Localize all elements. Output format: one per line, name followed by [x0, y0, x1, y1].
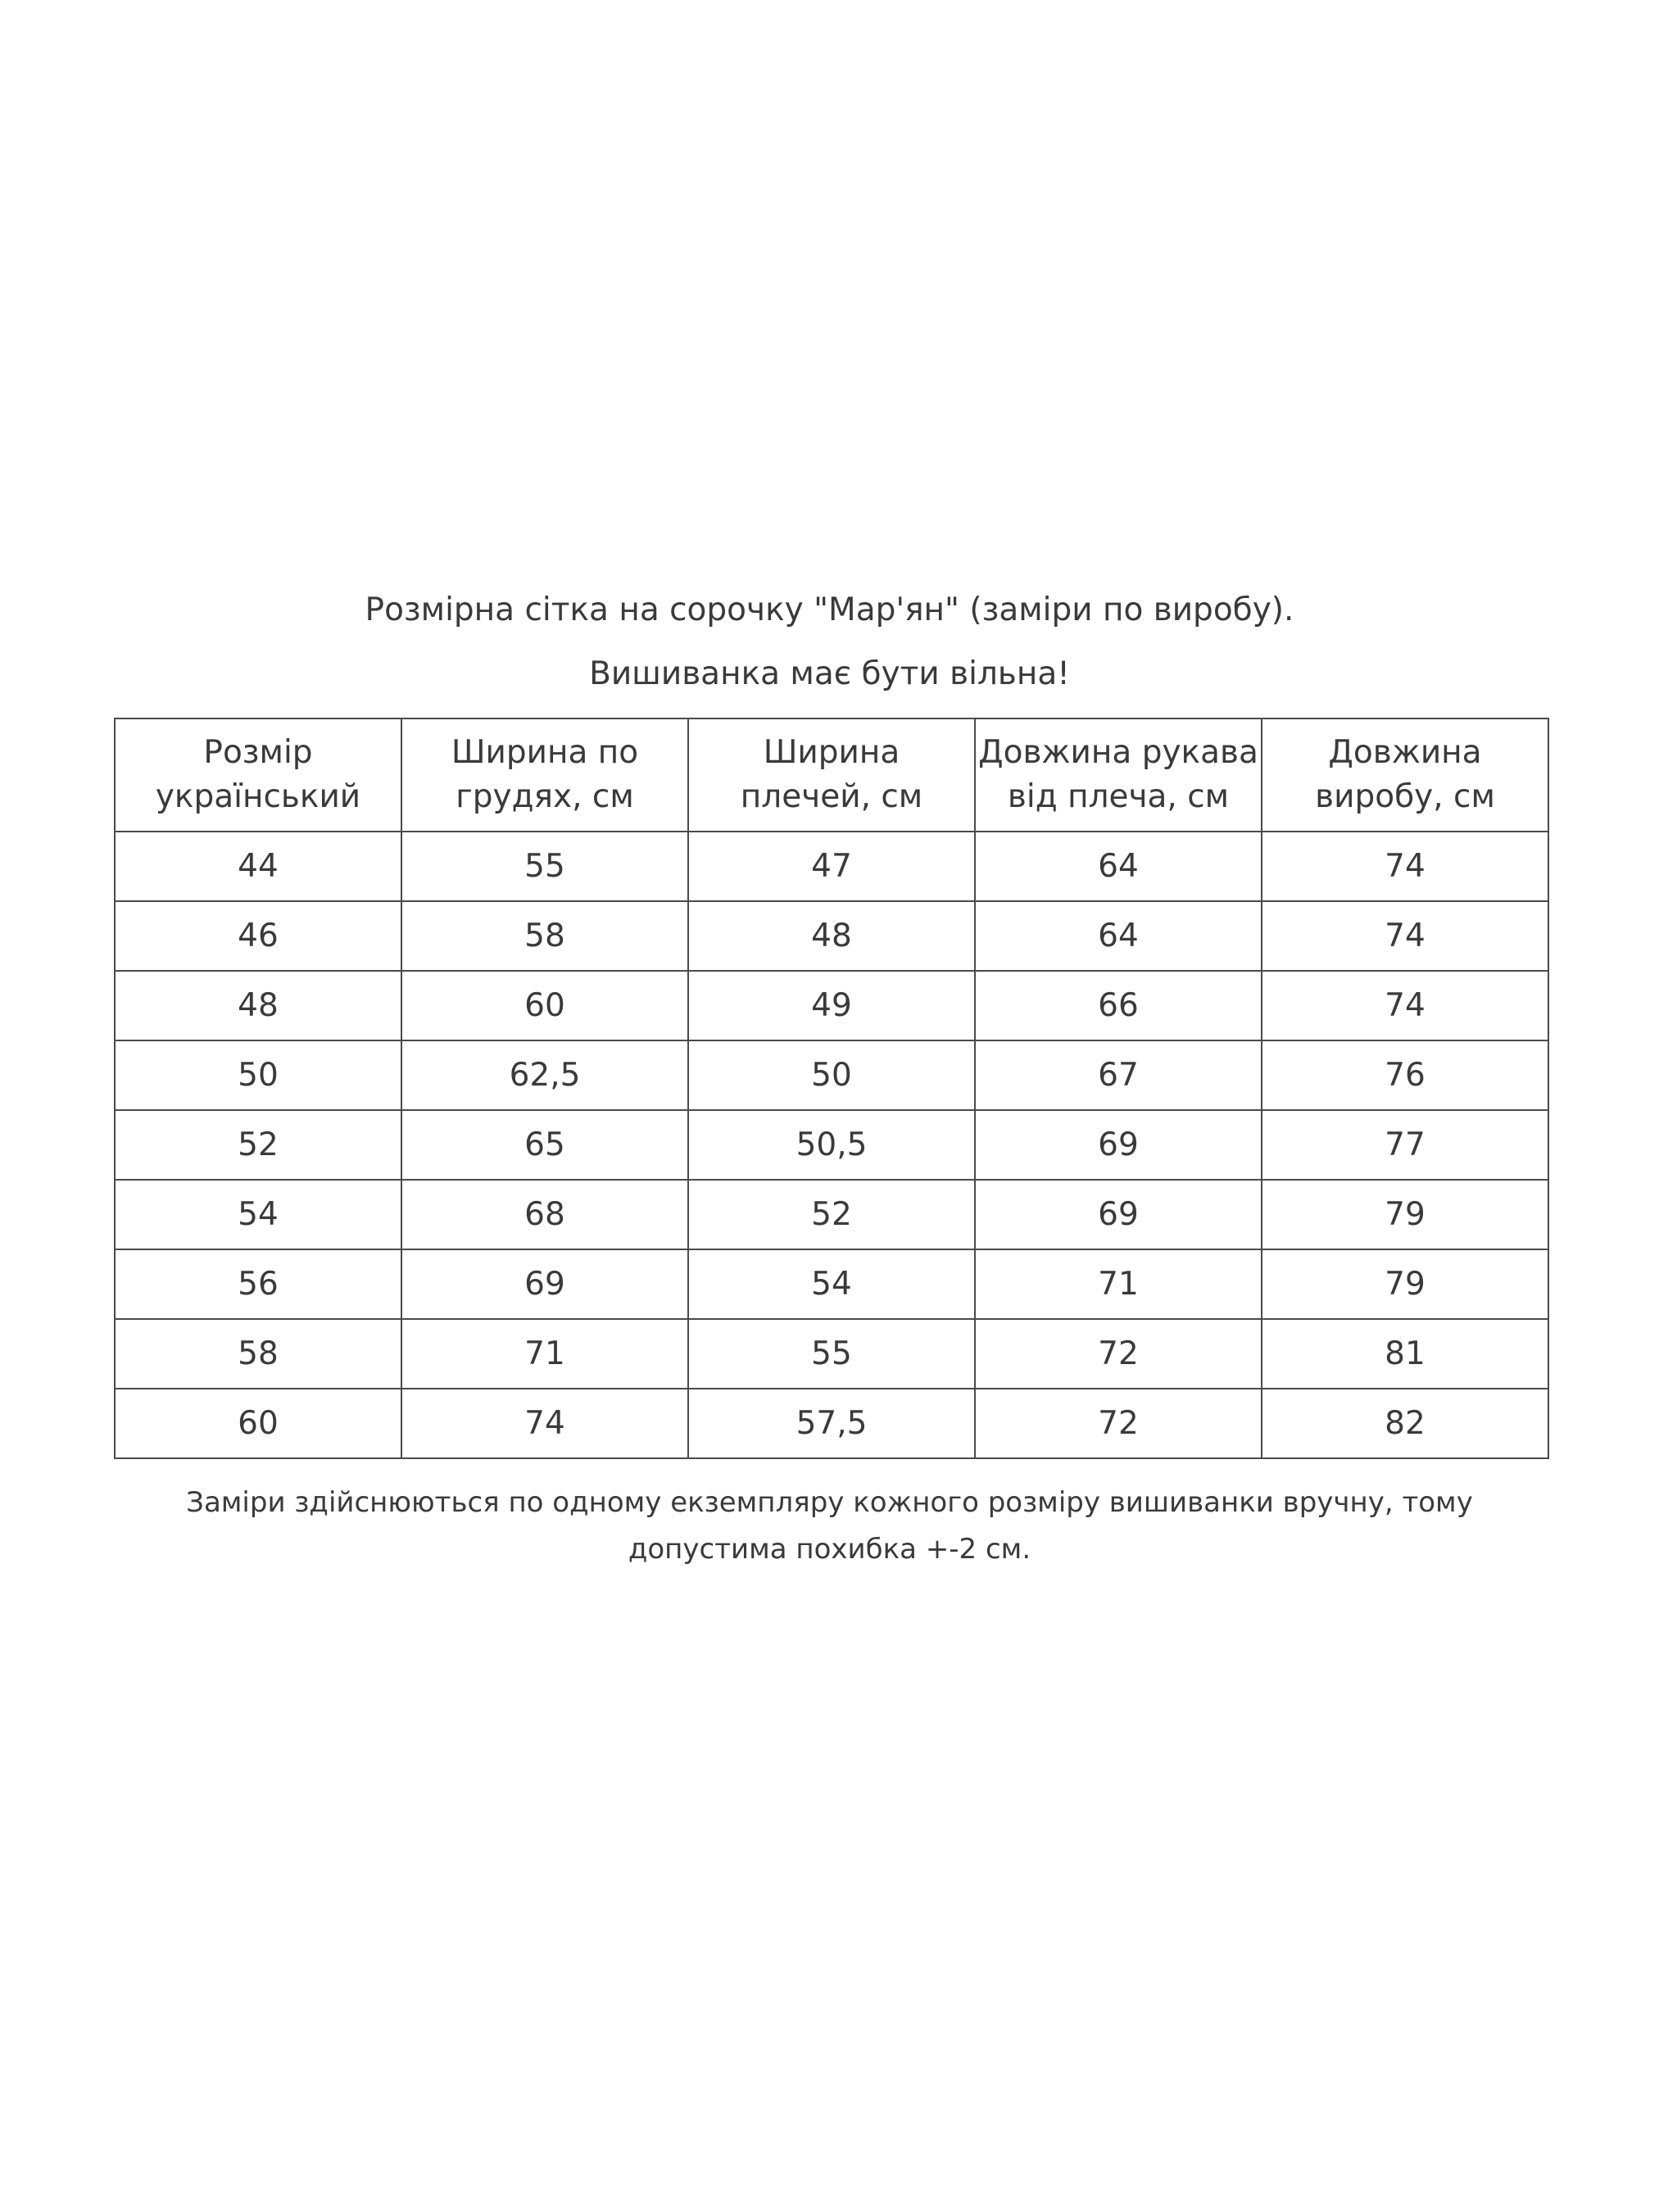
header-label: виробу, см	[1315, 778, 1495, 815]
table-header-row	[115, 718, 1548, 832]
table-cell: 58	[115, 1319, 401, 1389]
table-cell: 55	[401, 832, 688, 901]
table-cell: 72	[975, 1389, 1262, 1458]
table-cell: 60	[115, 1389, 401, 1458]
table-cell: 74	[1262, 832, 1548, 901]
page-title: Розмірна сітка на сорочку "Мар'ян" (заміри по виробу).	[365, 592, 1294, 628]
table-row	[115, 971, 1548, 1040]
table-cell: 72	[975, 1319, 1262, 1389]
table-cell: 74	[401, 1389, 688, 1458]
table-cell: 64	[975, 832, 1262, 901]
table-cell: 74	[1262, 901, 1548, 971]
table-cell: 62,5	[401, 1040, 688, 1110]
page-subtitle: Вишиванка має бути вільна!	[589, 655, 1070, 692]
header-garment-length	[1262, 718, 1548, 832]
table-cell: 48	[688, 901, 975, 971]
table-cell: 52	[115, 1110, 401, 1180]
table-cell: 44	[115, 832, 401, 901]
table-cell: 47	[688, 832, 975, 901]
table-cell: 71	[975, 1249, 1262, 1319]
table-cell: 69	[975, 1180, 1262, 1249]
size-chart-table	[114, 718, 1549, 1459]
measurement-note: Заміри здійснюються по одному екземпляру кожного розміру вишиванки вручну, тому допустима похибка +-2 см.	[186, 1486, 1473, 1566]
table-cell: 69	[401, 1249, 688, 1319]
table-cell: 76	[1262, 1040, 1548, 1110]
table-cell: 56	[115, 1249, 401, 1319]
table-cell: 55	[688, 1319, 975, 1389]
header-label: Ширина	[763, 734, 900, 771]
header-label: грудях, см	[456, 778, 634, 815]
header-shoulder-width	[688, 718, 975, 832]
table-cell: 65	[401, 1110, 688, 1180]
header-size	[115, 718, 401, 832]
header-chest-width	[401, 718, 688, 832]
table-cell: 54	[115, 1180, 401, 1249]
table-cell: 49	[688, 971, 975, 1040]
table-row	[115, 1180, 1548, 1249]
table-cell: 79	[1262, 1249, 1548, 1319]
table-row	[115, 1040, 1548, 1110]
table-cell: 77	[1262, 1110, 1548, 1180]
table-cell: 71	[401, 1319, 688, 1389]
table-cell: 68	[401, 1180, 688, 1249]
table-row	[115, 1389, 1548, 1458]
table-cell: 52	[688, 1180, 975, 1249]
header-label: від плеча, см	[1007, 778, 1230, 815]
table-cell: 79	[1262, 1180, 1548, 1249]
table-cell: 54	[688, 1249, 975, 1319]
table-row	[115, 1110, 1548, 1180]
table-cell: 48	[115, 971, 401, 1040]
table-row	[115, 832, 1548, 901]
header-label: Довжина	[1328, 734, 1482, 771]
table-row	[115, 901, 1548, 971]
header-sleeve-length	[975, 718, 1262, 832]
header-label: Ширина по	[451, 734, 639, 771]
header-label: плечей, см	[740, 778, 923, 815]
table-cell: 66	[975, 971, 1262, 1040]
table-cell: 60	[401, 971, 688, 1040]
table-cell: 64	[975, 901, 1262, 971]
header-label: Довжина рукава	[978, 734, 1258, 771]
table-cell: 50,5	[688, 1110, 975, 1180]
table-row	[115, 1319, 1548, 1389]
table-cell: 50	[115, 1040, 401, 1110]
table-cell: 46	[115, 901, 401, 971]
table-cell: 81	[1262, 1319, 1548, 1389]
header-label: український	[155, 778, 361, 815]
table-cell: 50	[688, 1040, 975, 1110]
table-cell: 57,5	[688, 1389, 975, 1458]
table-cell: 58	[401, 901, 688, 971]
table-cell: 82	[1262, 1389, 1548, 1458]
header-label: Розмір	[203, 734, 313, 771]
table-row	[115, 1249, 1548, 1319]
table-cell: 74	[1262, 971, 1548, 1040]
table-cell: 69	[975, 1110, 1262, 1180]
table-cell: 67	[975, 1040, 1262, 1110]
